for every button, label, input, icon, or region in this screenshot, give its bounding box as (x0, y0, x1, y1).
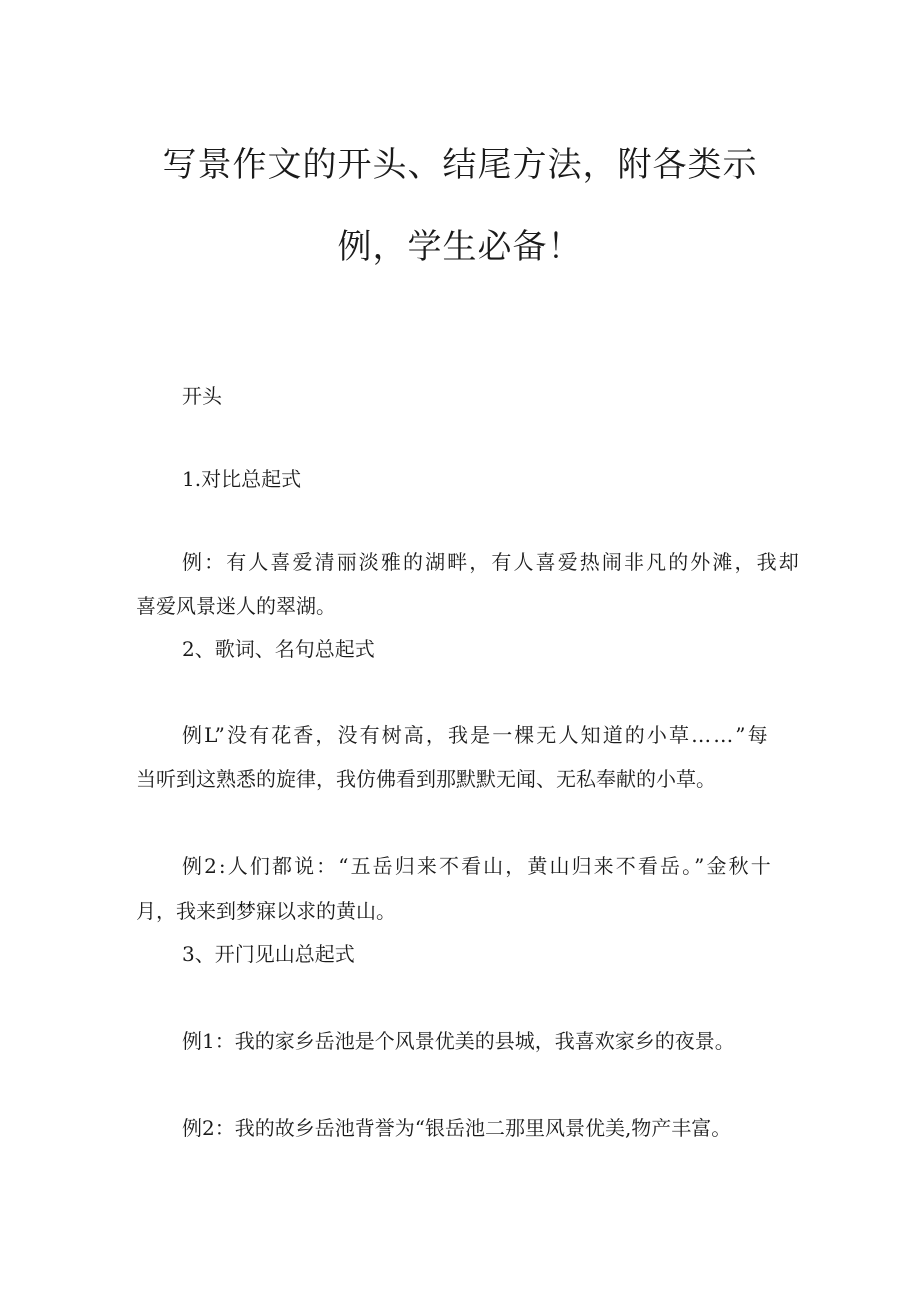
example-paragraph-line: 例2：我的故乡岳池背誉为“银岳池二那里风景优美,物产丰富。 (182, 1116, 732, 1140)
example-paragraph-line: 例2:人们都说：“五岳归来不看山，黄山归来不看岳。”金秋十 (182, 854, 773, 878)
example-paragraph-line: 当听到这熟悉的旋律，我仿佛看到那默默无闻、无私奉献的小草。 (136, 767, 716, 791)
section-heading: 开头 (182, 384, 222, 408)
subheading-direct: 3、开门见山总起式 (182, 942, 355, 966)
subheading-contrast: 1.对比总起式 (182, 467, 302, 491)
document-title-line-1: 写景作文的开头、结尾方法，附各类示 (162, 145, 758, 185)
example-paragraph-line: 月，我来到梦寐以求的黄山。 (136, 899, 396, 923)
example-paragraph-line: 例1：我的家乡岳池是个风景优美的县城，我喜欢家乡的夜景。 (182, 1029, 735, 1053)
document-title-line-2: 例，学生必备！ (337, 227, 583, 267)
subheading-lyrics: 2、歌词、名句总起式 (182, 637, 375, 661)
example-paragraph-line: 例：有人喜爱清丽淡雅的湖畔，有人喜爱热闹非凡的外滩，我却 (182, 550, 801, 574)
example-paragraph-line: 喜爱风景迷人的翠湖。 (136, 594, 336, 618)
example-paragraph-line: 例L”没有花香，没有树高，我是一棵无人知道的小草……”每 (182, 723, 770, 747)
